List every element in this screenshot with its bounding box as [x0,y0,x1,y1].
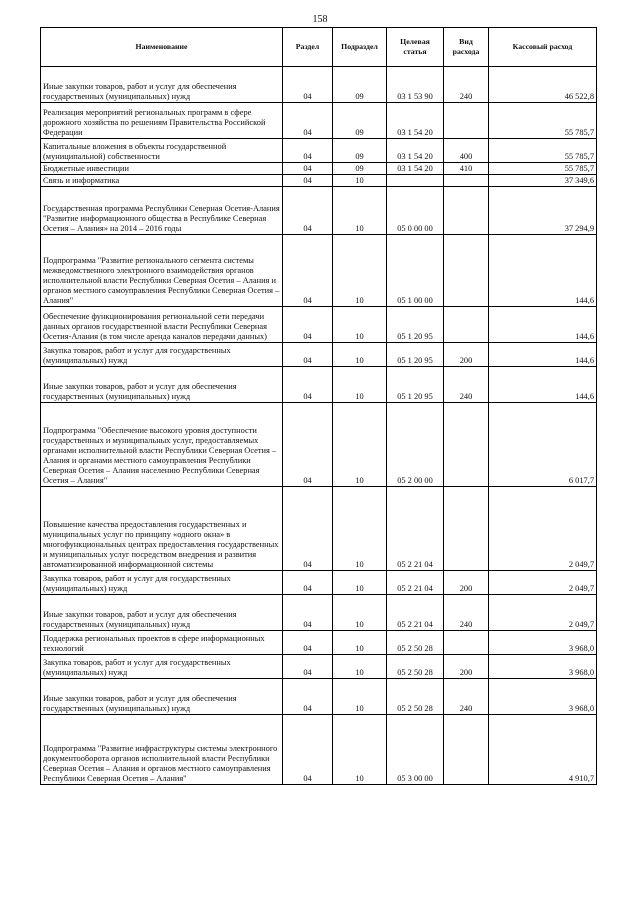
row-amount: 2 049,7 [489,487,597,571]
row-target: 05 1 00 00 [387,235,444,307]
row-name: Реализация мероприятий региональных программ в сфере дорожного хозяйства по решениям Правительства Российской Федерации [41,103,283,139]
row-podrazdel: 10 [333,679,387,715]
row-target: 05 0 00 00 [387,187,444,235]
table-row [41,631,597,655]
row-vid [444,715,489,785]
row-vid: 200 [444,343,489,367]
row-vid: 410 [444,163,489,175]
row-target: 05 2 50 28 [387,631,444,655]
row-amount: 144,6 [489,343,597,367]
row-razdel: 04 [283,367,333,403]
row-razdel: 04 [283,343,333,367]
row-amount: 144,6 [489,367,597,403]
table-row [41,571,597,595]
row-target: 03 1 53 90 [387,67,444,103]
row-name: Закупка товаров, работ и услуг для государственных (муниципальных) нужд [41,343,283,367]
row-name: Государственная программа Республики Северная Осетия-Алания "Развитие информационного общества в Республике Северная Осетия – Алания» на 2014 – 2016 годы [41,187,283,235]
row-target: 03 1 54 20 [387,139,444,163]
row-vid: 240 [444,67,489,103]
row-podrazdel: 10 [333,235,387,307]
row-podrazdel: 10 [333,715,387,785]
row-razdel: 04 [283,487,333,571]
row-podrazdel: 10 [333,487,387,571]
row-vid [444,487,489,571]
row-name: Подпрограмма "Развитие инфраструктуры системы электронного документооборота органов исполнительной власти Республики Северная Осетия – Алания и органов местного самоуправления Республики Северная Осетия – Алания" [41,715,283,785]
table-row [41,403,597,487]
row-razdel: 04 [283,103,333,139]
row-vid: 240 [444,595,489,631]
row-razdel: 04 [283,679,333,715]
row-razdel: 04 [283,175,333,187]
table-row [41,655,597,679]
row-target: 05 1 20 95 [387,343,444,367]
row-razdel: 04 [283,715,333,785]
table-row [41,679,597,715]
row-target: 05 2 00 00 [387,403,444,487]
row-razdel: 04 [283,595,333,631]
row-name: Поддержка региональных проектов в сфере информационных технологий [41,631,283,655]
row-razdel: 04 [283,631,333,655]
row-amount: 3 968,0 [489,655,597,679]
table-row [41,595,597,631]
header-name: Наименование [41,28,283,67]
row-amount: 2 049,7 [489,595,597,631]
row-podrazdel: 09 [333,139,387,163]
row-amount: 46 522,8 [489,67,597,103]
row-amount: 37 294,9 [489,187,597,235]
table-row [41,487,597,571]
row-amount: 55 785,7 [489,163,597,175]
header-vid: Вид расхода [444,28,489,67]
row-amount: 144,6 [489,307,597,343]
table-row [41,163,597,175]
row-target: 05 3 00 00 [387,715,444,785]
table-row [41,367,597,403]
row-razdel: 04 [283,571,333,595]
table-row [41,715,597,785]
row-podrazdel: 10 [333,307,387,343]
budget-table [40,27,597,785]
header-razdel: Раздел [283,28,333,67]
row-vid [444,103,489,139]
row-vid: 240 [444,679,489,715]
row-razdel: 04 [283,307,333,343]
row-target: 05 2 50 28 [387,679,444,715]
row-name: Бюджетные инвестиции [41,163,283,175]
row-target: 05 1 20 95 [387,307,444,343]
table-body [41,67,597,785]
row-amount: 55 785,7 [489,139,597,163]
row-razdel: 04 [283,655,333,679]
table-row [41,139,597,163]
row-target: 03 1 54 20 [387,163,444,175]
row-podrazdel: 10 [333,571,387,595]
row-name: Закупка товаров, работ и услуг для государственных (муниципальных) нужд [41,655,283,679]
row-amount: 55 785,7 [489,103,597,139]
row-vid: 200 [444,655,489,679]
row-podrazdel: 09 [333,67,387,103]
row-name: Иные закупки товаров, работ и услуг для обеспечения государственных (муниципальных) нужд [41,679,283,715]
table-row [41,187,597,235]
row-vid [444,235,489,307]
row-amount: 3 968,0 [489,679,597,715]
row-vid [444,175,489,187]
header-podrazdel: Подраздел [333,28,387,67]
row-name: Повышение качества предоставления государственных и муниципальных услуг по принципу «одного окна» в многофункциональных центрах предоставления государственных и муниципальных услуг посредством внедрения и развития автоматизированной информационной системы [41,487,283,571]
row-podrazdel: 10 [333,343,387,367]
row-target: 05 2 21 04 [387,571,444,595]
row-vid: 240 [444,367,489,403]
row-vid: 400 [444,139,489,163]
row-razdel: 04 [283,187,333,235]
row-podrazdel: 10 [333,631,387,655]
row-vid [444,631,489,655]
row-name: Связь и информатика [41,175,283,187]
row-vid [444,307,489,343]
row-razdel: 04 [283,163,333,175]
row-name: Капитальные вложения в объекты государственной (муниципальной) собственности [41,139,283,163]
row-name: Подпрограмма "Обеспечение высокого уровня доступности государственных и муниципальных услуг, предоставляемых органами исполнительной власти Республики Северная Осетия – Алания и органами местного самоуправления Республики Северная Осетия – Алания населению Республики Северная Осетия – Алания" [41,403,283,487]
row-target [387,175,444,187]
row-podrazdel: 10 [333,595,387,631]
page-number: 158 [312,14,328,25]
row-vid: 200 [444,571,489,595]
header-row [41,28,597,67]
row-name: Иные закупки товаров, работ и услуг для обеспечения государственных (муниципальных) нужд [41,67,283,103]
row-razdel: 04 [283,139,333,163]
row-vid [444,403,489,487]
table-row [41,67,597,103]
row-amount: 6 017,7 [489,403,597,487]
row-target: 05 2 50 28 [387,655,444,679]
row-amount: 144,6 [489,235,597,307]
row-razdel: 04 [283,235,333,307]
row-podrazdel: 09 [333,103,387,139]
row-podrazdel: 09 [333,163,387,175]
row-amount: 4 910,7 [489,715,597,785]
table-row [41,307,597,343]
row-name: Закупка товаров, работ и услуг для государственных (муниципальных) нужд [41,571,283,595]
row-razdel: 04 [283,67,333,103]
row-podrazdel: 10 [333,175,387,187]
row-podrazdel: 10 [333,367,387,403]
row-podrazdel: 10 [333,403,387,487]
row-name: Подпрограмма "Развитие регионального сегмента системы межведомственного электронного взаимодействия органов исполнительной власти Республики Северная Осетия – Алания и органов местного самоуправления Республики Северная Осетия – Алания" [41,235,283,307]
row-target: 05 2 21 04 [387,487,444,571]
header-target: Целевая статья [387,28,444,67]
row-vid [444,187,489,235]
row-amount: 37 349,6 [489,175,597,187]
table-row [41,175,597,187]
header-amount: Кассовый расход [489,28,597,67]
row-podrazdel: 10 [333,655,387,679]
row-amount: 2 049,7 [489,571,597,595]
row-target: 05 1 20 95 [387,367,444,403]
row-razdel: 04 [283,403,333,487]
table-row [41,103,597,139]
row-target: 05 2 21 04 [387,595,444,631]
row-target: 03 1 54 20 [387,103,444,139]
row-name: Иные закупки товаров, работ и услуг для обеспечения государственных (муниципальных) нужд [41,367,283,403]
table-row [41,235,597,307]
table-row [41,343,597,367]
row-amount: 3 968,0 [489,631,597,655]
row-name: Обеспечение функционирования региональной сети передачи данных органов государственной власти Республики Северная Осетия-Алания (в том числе аренда каналов передачи данных) [41,307,283,343]
row-podrazdel: 10 [333,187,387,235]
row-name: Иные закупки товаров, работ и услуг для обеспечения государственных (муниципальных) нужд [41,595,283,631]
